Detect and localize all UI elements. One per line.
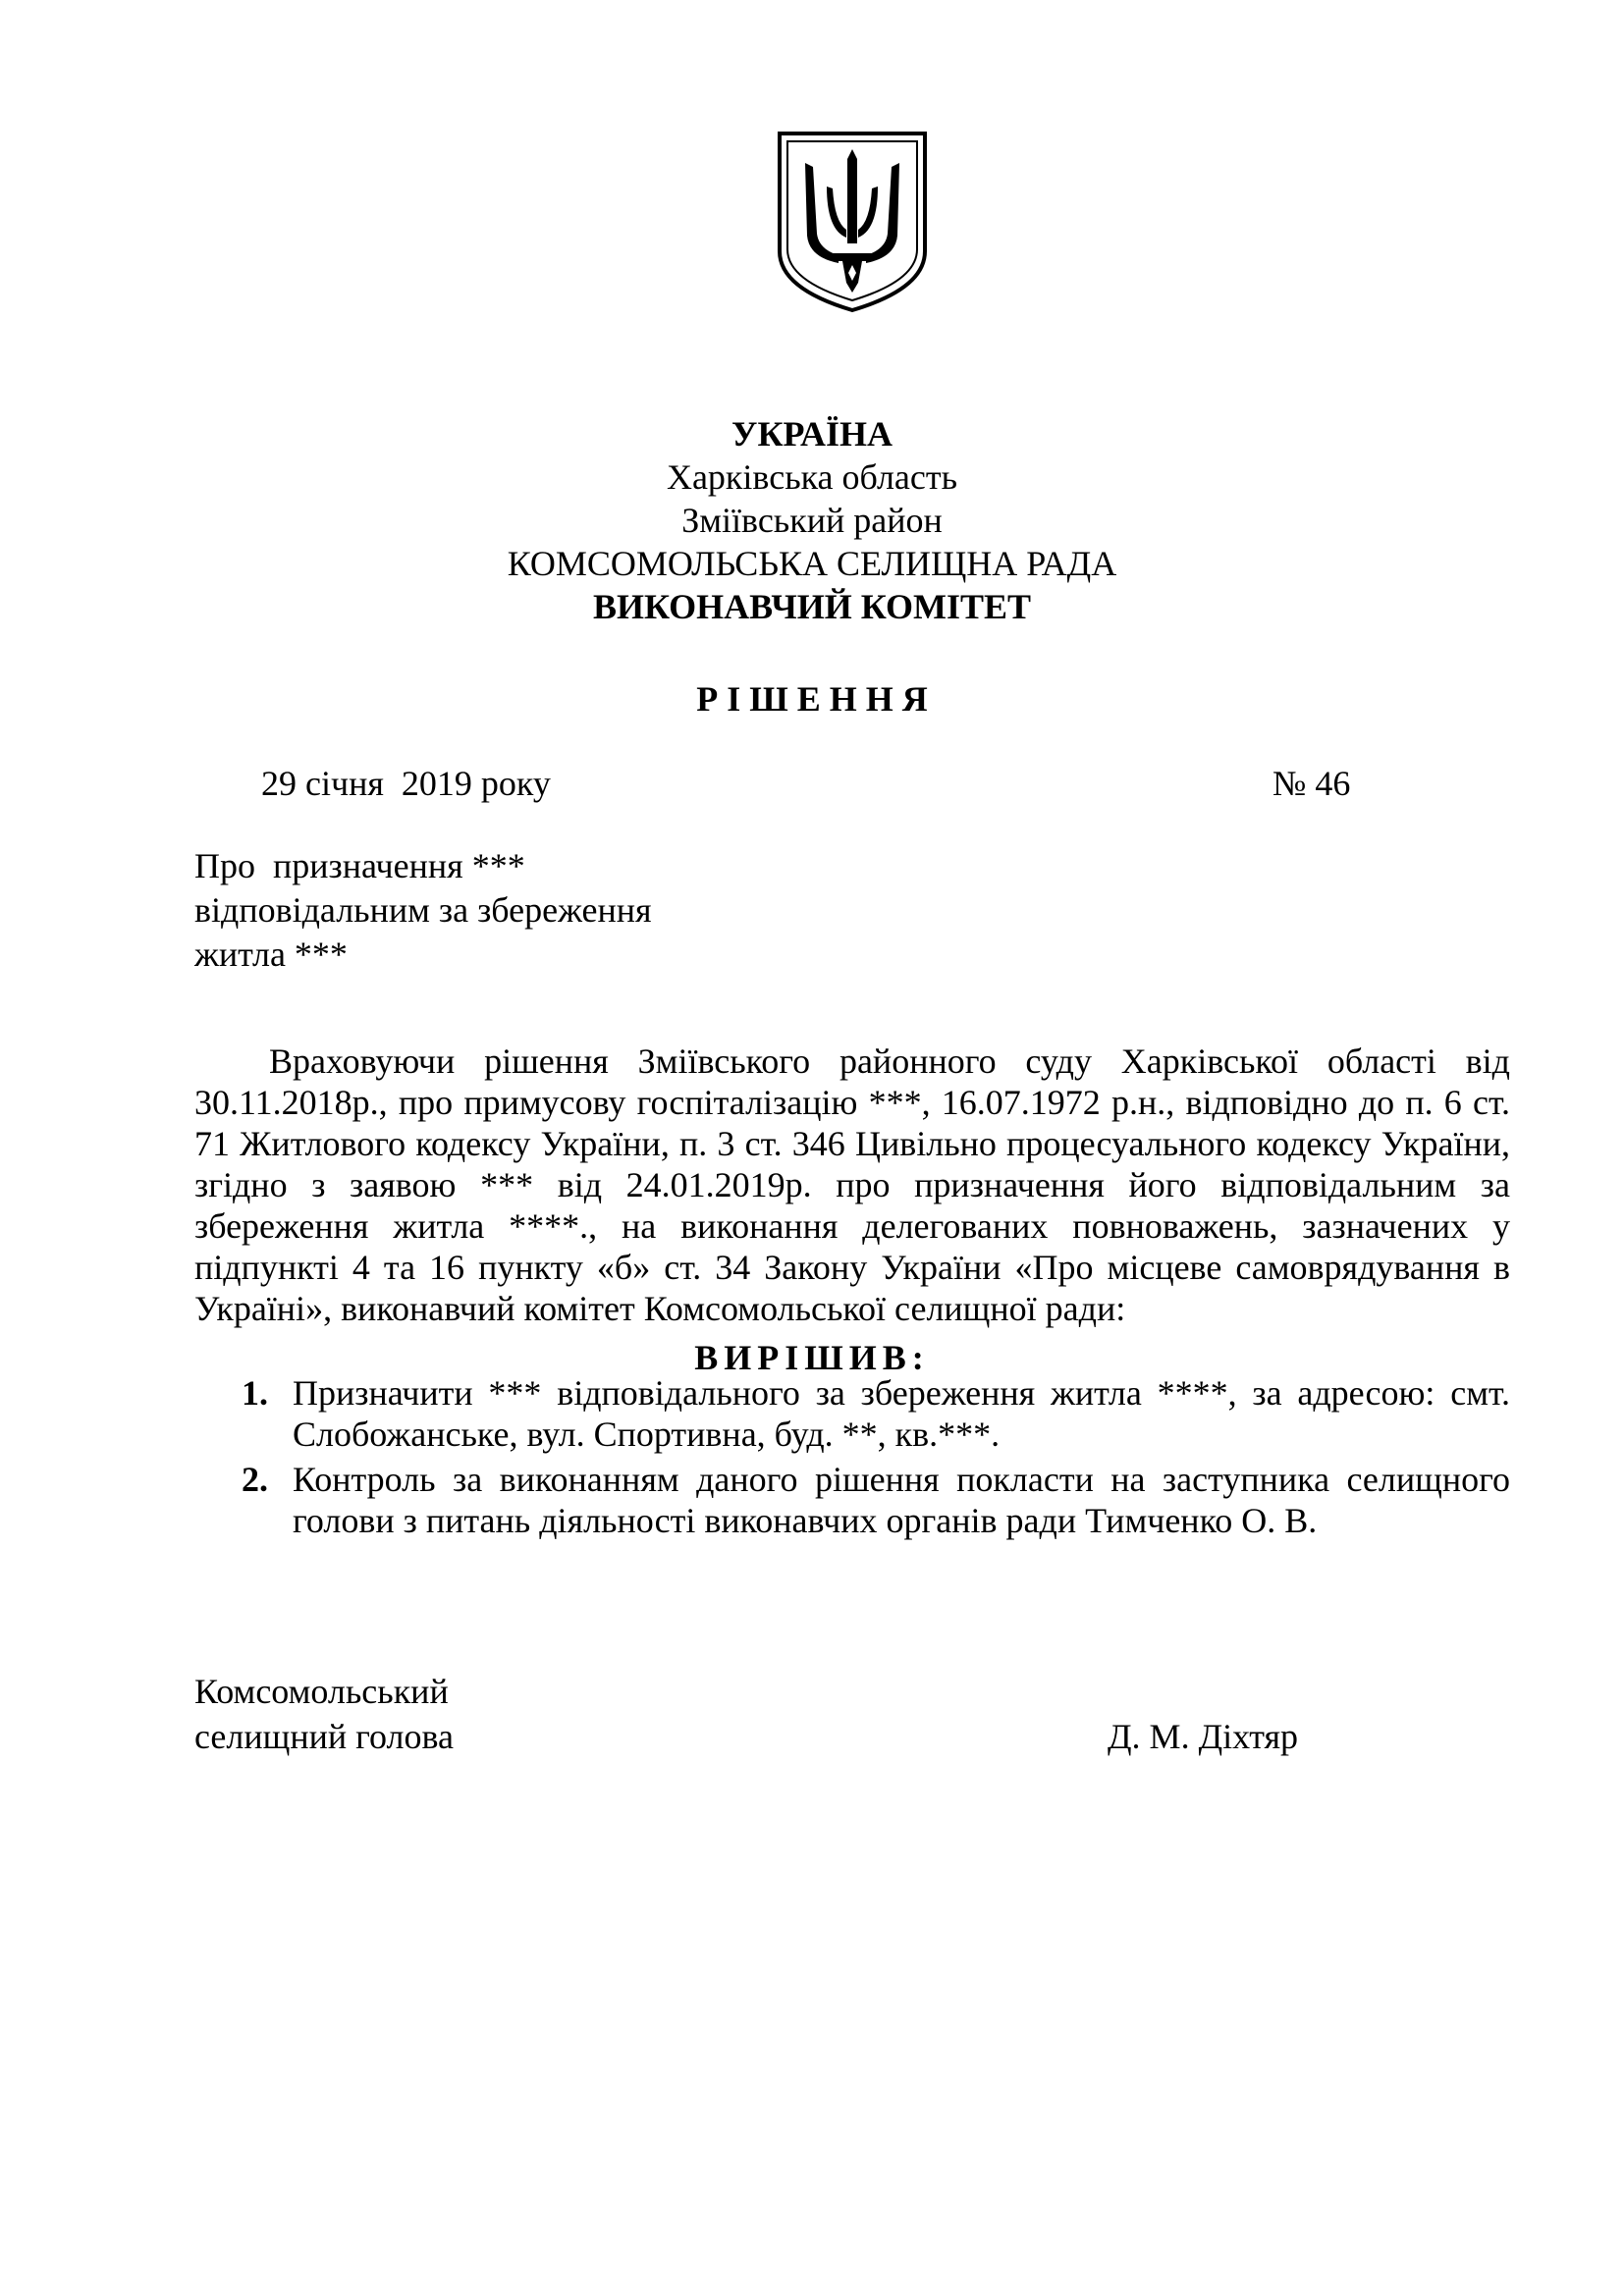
subject-block [194, 844, 784, 977]
signatory-name: Д. М. Діхтяр [1108, 1717, 1299, 1756]
document-number: № 46 [1272, 764, 1351, 803]
committee-line: ВИКОНАВЧИЙ КОМІТЕТ [592, 587, 1032, 626]
decision-item-number: 2. [242, 1460, 268, 1499]
subject-line: відповідальним за збереження [194, 890, 652, 930]
decision-heading: ВИРІШИВ: [694, 1338, 930, 1377]
trident-coat-of-arms-icon [774, 128, 931, 314]
decision-item-number: 1. [242, 1373, 268, 1413]
country-heading: УКРАЇНА [731, 414, 893, 454]
district-line: Зміївський район [681, 501, 943, 540]
decision-item-text: Призначити *** відповідального за збереження житла ****, за адресою: смт. Слобожанське, вул. Спортивна, буд. **, кв.***. [293, 1373, 1510, 1454]
decision-items [194, 1372, 1510, 1545]
signatory-position-line: селищний голова [194, 1717, 455, 1756]
signatory-position-line: Комсомольський [194, 1672, 449, 1711]
subject-line: Про призначення *** [194, 846, 525, 885]
document-date: 29 січня 2019 року [261, 764, 551, 803]
emblem [774, 128, 931, 314]
document-type-heading: Р І Ш Е Н Н Я [696, 679, 928, 719]
council-line: КОМСОМОЛЬСЬКА СЕЛИЩНА РАДА [507, 544, 1117, 583]
signatory-position [194, 1669, 454, 1759]
subject-line: житла *** [194, 934, 348, 974]
decision-item-text: Контроль за виконанням даного рішення покласти на заступника селищного голови з питань діяльності виконавчих органів ради Тимченко О. В. [293, 1460, 1510, 1540]
decision-item [194, 1459, 1510, 1541]
decision-item [194, 1372, 1510, 1455]
oblast-line: Харківська область [666, 457, 958, 497]
preamble-paragraph: Враховуючи рішення Зміївського районного суду Харківської області від 30.11.2018р., про примусову госпіталізацію ***, 16.07.1972 р.н., відповідно до п. 6 ст. 71 Житлового кодексу України, п. 3 ст. 346 Цивільно процесуального кодексу України, згідно з заявою *** від 24.01.2019р. про призначення його відповідальним за збереження житла ****., на виконання делегованих повноважень, зазначених у підпункті 4 та 16 пункту «б» ст. 34 Закону України «Про місцеве самоврядування в Україні», виконавчий комітет Комсомольської селищної ради: [194, 1041, 1510, 1328]
